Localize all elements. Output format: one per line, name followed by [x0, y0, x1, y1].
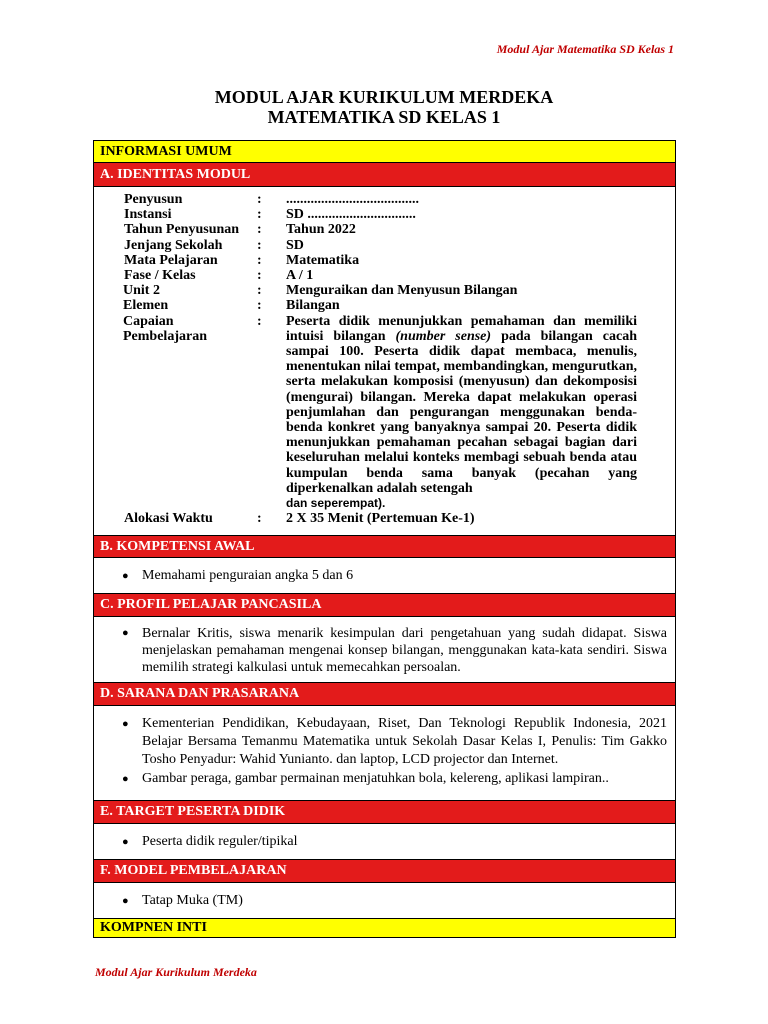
capaian-label: Capaian Pembelajaran	[123, 313, 207, 344]
elemen-label: Elemen	[123, 298, 169, 314]
colon: :	[257, 207, 262, 223]
profil-item-text: Bernalar Kritis, siswa menarik kesimpulan dari pengetahuan yang sudah didapat. Siswa menjelaskan pemahaman mengenai konsep bilangan, menggunakan kata-kata sendiri. Siswa memilih strategi kalkulasi untuk memecahkan persoalan.	[142, 626, 667, 675]
bullet-icon: ●	[122, 627, 129, 639]
unit-label: Unit 2	[123, 283, 160, 299]
section-kompetensi-awal: B. KOMPETENSI AWAL	[94, 535, 675, 558]
sarana-item-text: Gambar peraga, gambar permainan menjatuhkan bola, kelereng, aplikasi lampiran..	[142, 771, 609, 786]
colon: :	[257, 511, 262, 527]
title-line-1: MODUL AJAR KURIKULUM MERDEKA	[214, 87, 554, 107]
list-item	[94, 715, 675, 769]
bullet-icon: ●	[122, 895, 129, 907]
jenjang-label: Jenjang Sekolah	[124, 237, 223, 253]
target-item-text: Peserta didik reguler/tipikal	[142, 834, 298, 849]
list-item	[94, 833, 306, 851]
sarana-content	[94, 706, 675, 801]
alokasi-label: Alokasi Waktu	[124, 511, 213, 527]
unit-value: Menguraikan dan Menyusun Bilangan	[286, 283, 518, 299]
capaian-text	[286, 314, 637, 496]
identitas-block	[94, 187, 675, 535]
section-profil-pelajar: C. PROFIL PELAJAR PANCASILA	[94, 594, 675, 617]
module-table	[93, 140, 676, 938]
list-item	[94, 567, 361, 585]
mapel-value: Matematika	[286, 252, 360, 268]
elemen-value: Bilangan	[286, 298, 340, 314]
fase-value: A / 1	[286, 268, 314, 284]
list-item	[94, 892, 251, 910]
page-footer: Modul Ajar Kurikulum Merdeka	[95, 965, 257, 979]
colon: :	[257, 252, 262, 268]
capaian-text-part2: pada bilangan cacah sampai 100. Peserta didik dapat membaca, menulis, menentukan nilai tempat, membandingkan, mengurutkan, serta melakukan komposisi (menyusun) dan dekomposisi (mengurai) bilangan. Mereka dapat melakukan operasi penjumlahan dan pengurangan menggunakan benda-benda konkret yang banyaknya sampai 20. Peserta didik menunjukkan pemahaman pecahan sebagai bagian dari keseluruhan melalui konteks membagi sebuah benda atau kumpulan benda sama banyak (pecahan yang diperkenalkan adalah setengah	[286, 328, 637, 496]
page-header: Modul Ajar Matematika SD Kelas 1	[496, 42, 674, 56]
penyusun-label: Penyusun	[124, 192, 183, 207]
colon: :	[257, 192, 262, 207]
list-item	[94, 770, 617, 788]
tahun-label: Tahun Penyusunan	[124, 222, 240, 238]
model-content	[94, 883, 675, 919]
target-content	[94, 824, 675, 860]
capaian-value	[286, 314, 637, 512]
list-item	[94, 625, 675, 676]
capaian-text-part1: Peserta didik menunjukkan pemahaman dan memiliki intuisi bilangan	[286, 313, 637, 344]
section-model-pembelajaran: F. MODEL PEMBELAJARAN	[94, 860, 675, 883]
capaian-text-end: dan seperempat).	[286, 496, 386, 511]
instansi-value: SD ...............................	[286, 207, 416, 223]
colon: :	[257, 237, 262, 253]
fase-label: Fase / Kelas	[124, 268, 196, 284]
penyusun-value: ......................................	[286, 192, 419, 207]
section-informasi-umum: INFORMASI UMUM	[94, 141, 675, 163]
model-item-text: Tatap Muka (TM)	[142, 893, 243, 908]
capaian-text-italic: (number sense)	[395, 328, 492, 344]
bullet-icon: ●	[122, 836, 129, 848]
colon: :	[257, 283, 262, 299]
section-komponen-inti: KOMPNEN INTI	[94, 919, 675, 937]
kompetensi-content	[94, 558, 675, 594]
section-identitas-modul: A. IDENTITAS MODUL	[94, 163, 675, 187]
title-line-2: MATEMATIKA SD KELAS 1	[267, 107, 501, 127]
tahun-value: Tahun 2022	[286, 222, 356, 238]
mapel-label: Mata Pelajaran	[124, 252, 218, 268]
section-target-peserta: E. TARGET PESERTA DIDIK	[94, 801, 675, 824]
colon: :	[257, 298, 262, 314]
colon: :	[257, 268, 262, 284]
bullet-icon: ●	[122, 570, 129, 582]
bullet-icon: ●	[122, 718, 129, 730]
instansi-label: Instansi	[124, 207, 172, 223]
bullet-icon: ●	[122, 773, 129, 785]
kompetensi-item-text: Memahami penguraian angka 5 dan 6	[142, 568, 354, 583]
sarana-item-text: Kementerian Pendidikan, Kebudayaan, Riset, Dan Teknologi Republik Indonesia, 2021 Belajar Bersama Temanmu Matematika untuk Sekolah Dasar Kelas I, Penulis: Tim Gakko Tosho Penyadur: Wahid Yunianto. dan laptop, LCD projector dan Internet.	[142, 716, 667, 767]
colon: :	[257, 313, 262, 329]
profil-content	[94, 617, 675, 683]
section-sarana-prasarana: D. SARANA DAN PRASARANA	[94, 683, 675, 706]
jenjang-value: SD	[286, 237, 304, 253]
alokasi-value: 2 X 35 Menit (Pertemuan Ke-1)	[286, 511, 475, 527]
colon: :	[257, 222, 262, 238]
document-title	[0, 87, 768, 127]
